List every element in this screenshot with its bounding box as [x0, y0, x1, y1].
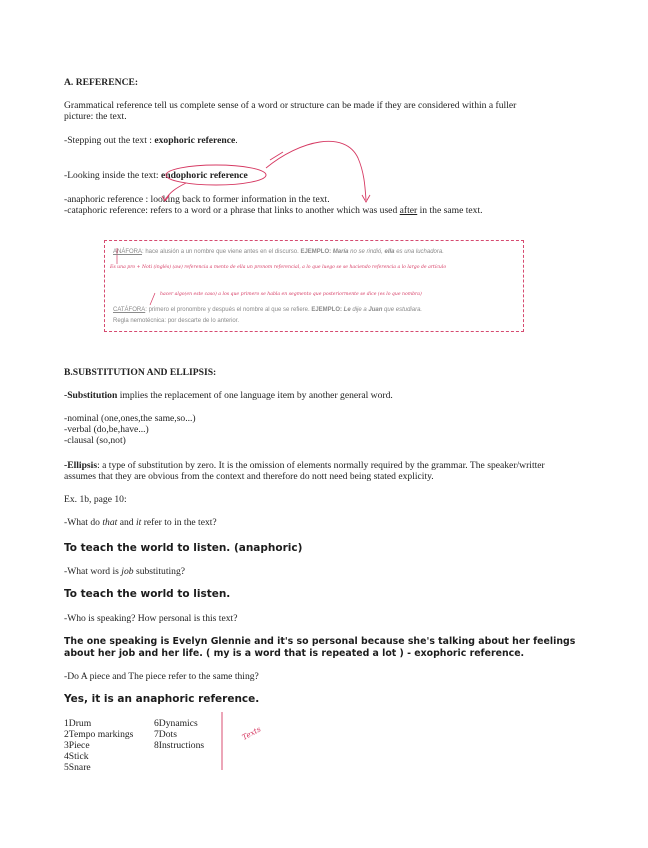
verbal-line: -verbal (do,be,have...)	[64, 424, 149, 435]
arrow-to-cataphoric	[266, 141, 366, 200]
ellipsis-text: : a type of substitution by zero. It is the omission of elements normally required by the grammar. The speaker/writter	[97, 460, 545, 471]
exophoric-prefix: -Stepping out the text :	[64, 135, 155, 146]
word-list-item: 6Dynamics	[154, 718, 198, 729]
anafora-hand-note: Es una pro + Noti (inglés) (aw) referencia a mento de ella un pronom referencial, a lo que luego se se haciendo referencia a lo largo de artículo	[110, 265, 447, 270]
section-b-title: B.SUBSTITUTION AND ELLIPSIS:	[64, 367, 217, 378]
catafora-hand-note: hacer algo(en este caso) a los que primero se habla en segmento que posteriormente se dice (es lo que nombra)	[160, 292, 422, 297]
intro-line-1: Grammatical reference tell us complete sense of a word or structure can be made if they are considered within a fuller	[64, 100, 517, 111]
anafora-term: ANÁFORA	[113, 249, 143, 255]
catafora-ex-4: que estudiara.	[382, 307, 423, 313]
question-4: -Do A piece and The piece refer to the same thing?	[64, 671, 259, 682]
catafora-ex-1: Le	[343, 307, 351, 313]
cataphoric-prefix: -cataphoric reference: refers to a word or a phrase that links to another which was used	[64, 205, 400, 216]
anafora-ex-1: María	[332, 249, 349, 255]
q1-that: that	[102, 517, 118, 528]
q2-prefix: -What word is	[64, 566, 122, 577]
exercise-heading: Ex. 1b, page 10:	[64, 494, 127, 505]
word-list-item: 1Drum	[64, 718, 92, 729]
ellipsis-line-2: assumes that they are obvious from the context and therefore do nott need being stated explicity.	[64, 471, 434, 482]
answer-4: Yes, it is an anaphoric reference.	[64, 693, 260, 705]
endophoric-circle	[166, 165, 266, 185]
endophoric-prefix: -Looking inside the text:	[64, 170, 161, 181]
mnemonic-line: Regla nemotécnica: por descarte de lo anterior.	[113, 318, 240, 324]
word-list-item: 3Piece	[64, 740, 90, 751]
catafora-text: : primero el pronombre y después el nombre al que se refiere.	[145, 307, 312, 313]
q2-suffix: substituting?	[133, 566, 185, 577]
substitution-term: -Substitution	[64, 390, 118, 401]
intro-line-2: picture: the text.	[64, 111, 127, 122]
word-list-item: 5Snare	[64, 762, 91, 773]
arrow-small	[270, 152, 283, 160]
q1-prefix: -What do	[64, 517, 103, 528]
substitution-line	[64, 390, 393, 402]
exophoric-term: exophoric reference	[154, 135, 236, 146]
anafora-ejemplo: EJEMPLO:	[300, 249, 332, 255]
question-3: -Who is speaking? How personal is this text?	[64, 613, 238, 624]
catafora-ex-3: Juan	[368, 307, 383, 313]
q1-it: it	[135, 517, 142, 528]
anafora-ex-3: ella	[384, 249, 395, 255]
word-list-item: 8Instructions	[154, 740, 205, 751]
answer-3-line-2: about her job and her life. ( my is a word that is repeated a lot ) - exophoric reference.	[64, 648, 525, 659]
section-a-title: A. REFERENCE:	[64, 77, 139, 88]
word-list-item: 7Dots	[154, 729, 177, 740]
q1-suffix: refer to in the text?	[141, 517, 217, 528]
question-1	[64, 517, 217, 529]
nominal-line: -nominal (one,ones,the same,so...)	[64, 413, 196, 424]
anafora-ex-4: es una luchadora.	[394, 249, 444, 255]
ellipsis-term: -Ellipsis	[64, 460, 98, 471]
catafora-term: CATÁFORA	[113, 307, 146, 313]
answer-2: To teach the world to listen.	[64, 588, 231, 600]
catafora-ex-2: dije a	[350, 307, 369, 313]
q1-mid: and	[117, 517, 136, 528]
word-list-item: 4Stick	[64, 751, 89, 762]
cataphoric-after: after	[399, 205, 418, 216]
q2-job: job	[121, 566, 134, 577]
exophoric-suffix: .	[235, 135, 238, 146]
cataphoric-suffix: in the same text.	[417, 205, 483, 216]
substitution-text: implies the replacement of one language item by another general word.	[117, 390, 393, 401]
question-2	[64, 566, 185, 578]
word-list-item: 2Tempo markings	[64, 729, 134, 740]
answer-3-line-1: The one speaking is Evelyn Glennie and it's so personal because she's talking about her feelings	[64, 636, 576, 647]
anafora-line	[113, 248, 444, 256]
anafora-text: : hace alusión a un nombre que viene antes en el discurso.	[142, 249, 301, 255]
answer-1: To teach the world to listen. (anaphoric)	[64, 542, 303, 554]
margin-note: Texts	[240, 724, 263, 742]
catafora-ejemplo: EJEMPLO:	[311, 307, 342, 313]
anafora-ex-2: no se rindió,	[348, 249, 385, 255]
clausal-line: -clausal (so,not)	[64, 435, 126, 446]
endophoric-term: endophoric reference	[161, 170, 248, 181]
catafora-line	[113, 306, 422, 314]
anaphoric-line: -anaphoric reference : looking back to former information in the text.	[64, 194, 330, 205]
ellipsis-line-1	[64, 460, 545, 472]
